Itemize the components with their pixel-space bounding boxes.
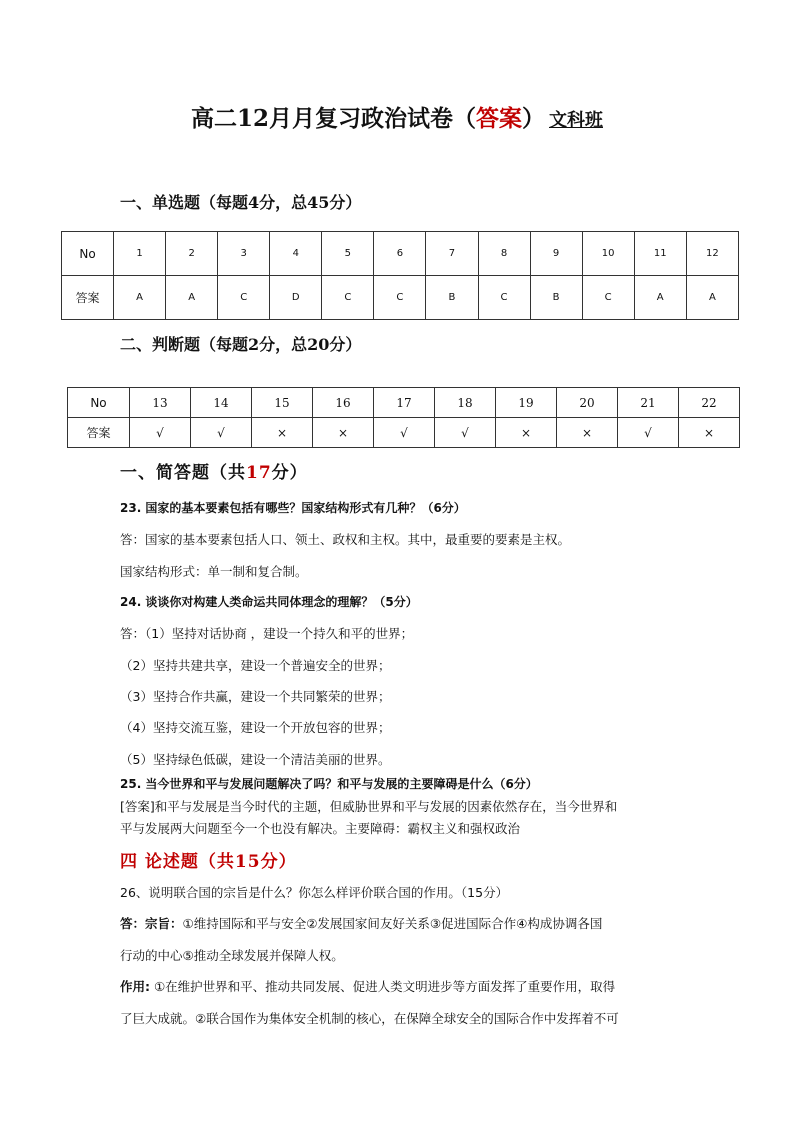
section4-heading: 四 论述题（共15分） — [120, 852, 297, 872]
title-class-name: 文科班 — [549, 110, 603, 131]
page-title — [0, 100, 794, 133]
question-24: 24. 谈谈你对构建人类命运共同体理念的理解？（5分） — [120, 595, 418, 609]
table-cell: A — [114, 276, 166, 320]
table-cell: √ — [130, 418, 191, 448]
table-row-numbers — [62, 232, 739, 276]
table-cell: A — [686, 276, 738, 320]
table-cell: √ — [435, 418, 496, 448]
table-cell: 9 — [530, 232, 582, 276]
row-label-no: No — [62, 232, 114, 276]
table-row-answers — [68, 418, 740, 448]
answer-26-role-label: 作用: — [120, 979, 150, 994]
table-cell: B — [530, 276, 582, 320]
table-cell: √ — [191, 418, 252, 448]
table-cell: C — [322, 276, 374, 320]
question-25: 25. 当今世界和平与发展问题解决了吗？和平与发展的主要障碍是什么（6分） — [120, 777, 538, 791]
title-main: 高二12月月复习政治试卷（ — [190, 105, 476, 132]
answer-25-line2: 平与发展两大问题至今一个也没有解决。主要障碍：霸权主义和强权政治 — [120, 821, 521, 836]
table-cell: 6 — [374, 232, 426, 276]
table-cell: A — [166, 276, 218, 320]
table-cell: A — [634, 276, 686, 320]
row-label-answer: 答案 — [68, 418, 130, 448]
title-answer-word: 答案 — [476, 105, 522, 132]
table-cell: 17 — [374, 388, 435, 418]
table-cell: C — [218, 276, 270, 320]
table-cell: 22 — [679, 388, 740, 418]
true-false-answer-table — [67, 387, 740, 448]
table-cell: √ — [374, 418, 435, 448]
table-cell: × — [252, 418, 313, 448]
table-cell: 18 — [435, 388, 496, 418]
answer-26-purpose-text: ①维持国际和平与安全②发展国家间友好关系③促进国际合作④构成协调各国 — [182, 916, 603, 931]
answer-26-line2: 行动的中心⑤推动全球发展并保障人权。 — [120, 948, 344, 963]
section3-heading — [120, 458, 308, 483]
question-26: 26、说明联合国的宗旨是什么？你怎么样评价联合国的作用。（15分） — [120, 885, 509, 900]
table-cell: 5 — [322, 232, 374, 276]
table-cell: 7 — [426, 232, 478, 276]
answer-24-line: （3）坚持合作共赢，建设一个共同繁荣的世界； — [120, 689, 391, 704]
title-close-paren: ） — [522, 105, 545, 132]
table-cell: 11 — [634, 232, 686, 276]
answer-23-line1: 答：国家的基本要素包括人口、领土、政权和主权。其中，最重要的要素是主权。 — [120, 532, 571, 547]
answer-26-line3 — [120, 977, 615, 995]
table-cell: 3 — [218, 232, 270, 276]
table-cell: 8 — [478, 232, 530, 276]
table-cell: × — [679, 418, 740, 448]
table-cell: 12 — [686, 232, 738, 276]
answer-24-line: （4）坚持交流互鉴，建设一个开放包容的世界； — [120, 720, 391, 735]
answer-26-role-text: ①在维护世界和平、推动共同发展、促进人类文明进步等方面发挥了重要作用，取得 — [150, 979, 616, 994]
table-cell: 1 — [114, 232, 166, 276]
table-cell: √ — [618, 418, 679, 448]
single-choice-answer-table — [61, 231, 739, 320]
table-cell: × — [496, 418, 557, 448]
section1-heading: 一、单选题（每题4分，总45分） — [120, 193, 362, 212]
answer-24-line: 答：（1）坚持对话协商 ，建设一个持久和平的世界； — [120, 626, 414, 641]
table-cell: C — [582, 276, 634, 320]
answer-26-line4: 了巨大成就。②联合国作为集体安全机制的核心，在保障全球安全的国际合作中发挥着不可 — [120, 1011, 619, 1026]
table-cell: × — [557, 418, 618, 448]
table-cell: 21 — [618, 388, 679, 418]
table-cell: B — [426, 276, 478, 320]
table-cell: 2 — [166, 232, 218, 276]
table-cell: C — [478, 276, 530, 320]
answer-24-line: （2）坚持共建共享，建设一个普遍安全的世界； — [120, 658, 391, 673]
table-cell: 16 — [313, 388, 374, 418]
table-cell: 4 — [270, 232, 322, 276]
question-23: 23. 国家的基本要素包括有哪些？国家结构形式有几种？（6分） — [120, 501, 466, 515]
table-cell: D — [270, 276, 322, 320]
table-cell: 14 — [191, 388, 252, 418]
section3-heading-suffix: 分） — [271, 463, 308, 483]
row-label-no: No — [68, 388, 130, 418]
table-cell: 13 — [130, 388, 191, 418]
row-label-answer: 答案 — [62, 276, 114, 320]
answer-24-line: （5）坚持绿色低碳，建设一个清洁美丽的世界。 — [120, 752, 391, 767]
table-cell: × — [313, 418, 374, 448]
table-cell: 19 — [496, 388, 557, 418]
table-cell: C — [374, 276, 426, 320]
answer-23-line2: 国家结构形式：单一制和复合制。 — [120, 564, 308, 579]
section3-heading-prefix: 一、简答题（共 — [120, 463, 246, 483]
table-cell: 20 — [557, 388, 618, 418]
table-cell: 15 — [252, 388, 313, 418]
answer-26-line1 — [120, 914, 602, 932]
table-row-answers — [62, 276, 739, 320]
answer-26-purpose-label: 答：宗旨： — [120, 916, 183, 931]
section3-heading-points: 17 — [246, 463, 272, 483]
table-cell: 10 — [582, 232, 634, 276]
answer-25-line1: [答案]和平与发展是当今时代的主题，但威胁世界和平与发展的因素依然存在，当今世界和 — [120, 799, 618, 814]
table-row-numbers — [68, 388, 740, 418]
section2-heading: 二、判断题（每题2分，总20分） — [120, 335, 362, 354]
